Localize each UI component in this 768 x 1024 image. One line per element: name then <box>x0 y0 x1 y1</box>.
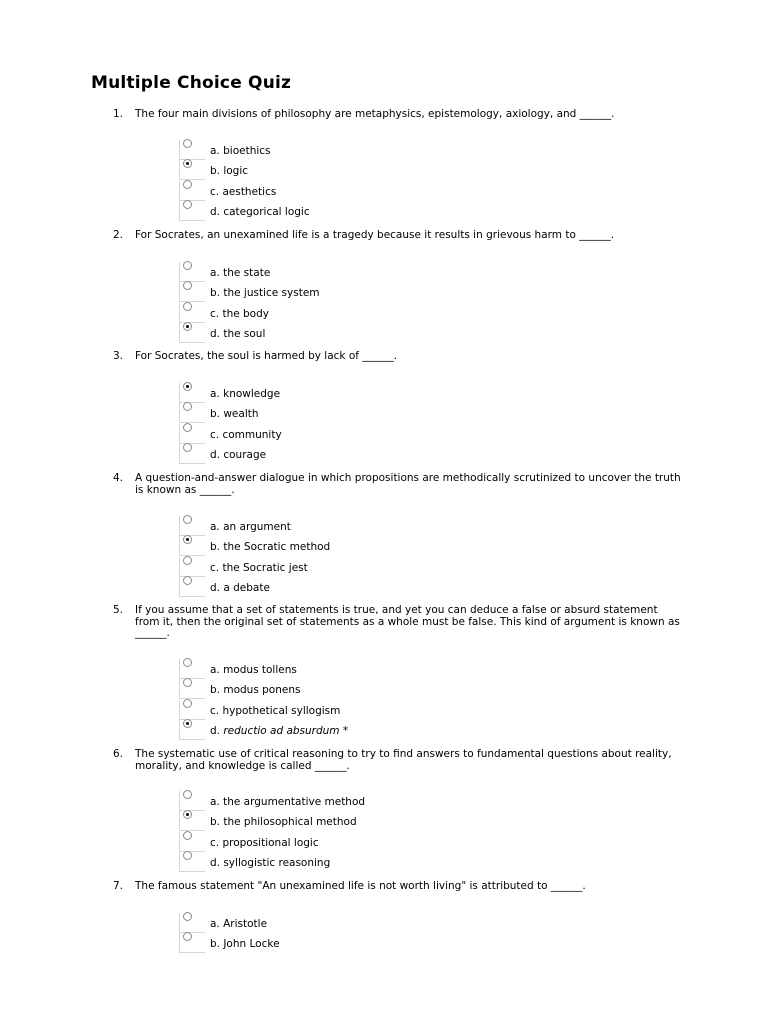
option-label: d. a debate <box>210 582 270 595</box>
option-label: a. Aristotle <box>210 918 268 930</box>
radio-button[interactable] <box>183 200 192 209</box>
radio-cell <box>179 536 205 556</box>
option-label: b. logic <box>210 165 249 178</box>
option-label: a. the state <box>210 267 271 279</box>
answer-choices <box>179 383 439 465</box>
answer-option[interactable] <box>179 852 439 872</box>
option-label: b. modus ponens <box>210 684 301 697</box>
radio-button[interactable] <box>183 658 192 667</box>
radio-button[interactable] <box>183 576 192 585</box>
option-label: d. courage <box>210 449 267 462</box>
option-label: b. John Locke <box>210 938 280 951</box>
question-text: For Socrates, an unexamined life is a tragedy because it results in grievous harm to ______. <box>135 229 615 241</box>
answer-choices <box>179 262 439 344</box>
question-1 <box>113 109 683 121</box>
radio-button[interactable] <box>183 790 192 799</box>
option-label: a. modus tollens <box>210 664 297 676</box>
radio-cell <box>179 424 205 444</box>
answer-option[interactable] <box>179 303 439 323</box>
radio-button-selected[interactable] <box>183 322 192 331</box>
option-label: c. hypothetical syllogism <box>210 704 341 717</box>
answer-option[interactable] <box>179 262 439 282</box>
radio-button[interactable] <box>183 851 192 860</box>
answer-choices <box>179 516 439 598</box>
answer-option[interactable] <box>179 577 439 597</box>
option-label <box>210 725 348 737</box>
radio-button-selected[interactable] <box>183 810 192 819</box>
radio-button[interactable] <box>183 402 192 411</box>
answer-option[interactable] <box>179 140 439 160</box>
answer-option[interactable] <box>179 160 439 180</box>
radio-button-selected[interactable] <box>183 159 192 168</box>
radio-button[interactable] <box>183 831 192 840</box>
option-label: c. community <box>210 428 282 441</box>
option-label-italic: reductio ad absurdum <box>223 725 340 738</box>
radio-cell <box>179 577 205 597</box>
question-3 <box>113 351 683 363</box>
radio-button[interactable] <box>183 699 192 708</box>
radio-button-selected[interactable] <box>183 719 192 728</box>
option-label: c. the Socratic jest <box>210 561 308 574</box>
answer-option[interactable] <box>179 811 439 831</box>
answer-option[interactable] <box>179 444 439 464</box>
answer-option[interactable] <box>179 700 439 720</box>
answer-choices <box>179 659 439 741</box>
radio-cell <box>179 933 205 953</box>
radio-cell <box>179 303 205 323</box>
question-6 <box>113 749 683 772</box>
answer-option[interactable] <box>179 516 439 536</box>
option-label: b. wealth <box>210 408 259 421</box>
answer-option[interactable] <box>179 913 439 933</box>
radio-button[interactable] <box>183 139 192 148</box>
question-text: For Socrates, the soul is harmed by lack of ______. <box>135 350 398 362</box>
radio-button[interactable] <box>183 932 192 941</box>
radio-cell <box>179 282 205 302</box>
radio-button-selected[interactable] <box>183 535 192 544</box>
radio-cell <box>179 444 205 464</box>
answer-option[interactable] <box>179 720 439 740</box>
answer-option[interactable] <box>179 181 439 201</box>
option-label: c. the body <box>210 307 269 320</box>
answer-option[interactable] <box>179 201 439 221</box>
radio-button[interactable] <box>183 281 192 290</box>
answer-option[interactable] <box>179 536 439 556</box>
option-label: d. syllogistic reasoning <box>210 857 331 870</box>
answer-option[interactable] <box>179 323 439 343</box>
radio-cell <box>179 557 205 577</box>
option-label: c. aesthetics <box>210 185 277 198</box>
question-2 <box>113 230 683 242</box>
radio-button[interactable] <box>183 443 192 452</box>
radio-cell <box>179 852 205 872</box>
question-text: If you assume that a set of statements is true, and yet you can deduce a false or absurd statement from it, then the original set of statements as a whole must be false. This kind of argument is known as ______. <box>135 604 680 639</box>
question-text: The systematic use of critical reasoning to try to find answers to fundamental questions about reality, morality, and knowledge is called ______. <box>135 748 672 772</box>
radio-cell <box>179 832 205 852</box>
radio-cell <box>179 659 205 679</box>
option-label: b. the Socratic method <box>210 541 331 554</box>
option-label: a. knowledge <box>210 388 281 400</box>
answer-option[interactable] <box>179 832 439 852</box>
answer-option[interactable] <box>179 424 439 444</box>
question-number: 5. <box>113 604 124 616</box>
question-number: 2. <box>113 229 124 241</box>
option-label: a. bioethics <box>210 145 271 157</box>
radio-button[interactable] <box>183 180 192 189</box>
answer-option[interactable] <box>179 403 439 423</box>
answer-option[interactable] <box>179 383 439 403</box>
answer-choices <box>179 140 439 222</box>
radio-button[interactable] <box>183 556 192 565</box>
answer-choices <box>179 791 439 873</box>
option-label: b. the philosophical method <box>210 816 357 829</box>
option-label-prefix: d. <box>210 725 224 738</box>
option-label: d. the soul <box>210 328 266 341</box>
question-text: The four main divisions of philosophy are metaphysics, epistemology, axiology, and ______. <box>135 108 615 120</box>
radio-cell <box>179 679 205 699</box>
radio-button[interactable] <box>183 423 192 432</box>
answer-option[interactable] <box>179 679 439 699</box>
answer-option[interactable] <box>179 791 439 811</box>
radio-cell <box>179 403 205 423</box>
radio-cell <box>179 791 205 811</box>
answer-choices <box>179 913 439 954</box>
option-label: d. categorical logic <box>210 206 310 219</box>
answer-option[interactable] <box>179 557 439 577</box>
radio-button[interactable] <box>183 261 192 270</box>
radio-button[interactable] <box>183 515 192 524</box>
question-5 <box>113 605 683 640</box>
radio-cell <box>179 516 205 536</box>
radio-cell <box>179 720 205 740</box>
radio-cell <box>179 201 205 221</box>
radio-cell <box>179 323 205 343</box>
question-number: 6. <box>113 748 124 760</box>
question-number: 4. <box>113 472 124 484</box>
option-label: b. the justice system <box>210 287 320 300</box>
radio-button-selected[interactable] <box>183 382 192 391</box>
question-7 <box>113 881 683 893</box>
radio-cell <box>179 181 205 201</box>
radio-button[interactable] <box>183 912 192 921</box>
option-label: a. the argumentative method <box>210 796 366 808</box>
question-text: The famous statement "An unexamined life is not worth living" is attributed to ______. <box>135 880 586 892</box>
radio-cell <box>179 913 205 933</box>
option-label: c. propositional logic <box>210 836 319 849</box>
question-4 <box>113 473 683 496</box>
option-label: a. an argument <box>210 521 291 533</box>
answer-option[interactable] <box>179 659 439 679</box>
radio-cell <box>179 383 205 403</box>
question-number: 1. <box>113 108 124 120</box>
radio-cell <box>179 700 205 720</box>
radio-cell <box>179 160 205 180</box>
answer-option[interactable] <box>179 933 439 953</box>
radio-cell <box>179 811 205 831</box>
question-number: 3. <box>113 350 124 362</box>
question-text: A question-and-answer dialogue in which propositions are methodically scrutinized to uncover the truth is known as ______. <box>135 472 681 496</box>
radio-button[interactable] <box>183 302 192 311</box>
radio-cell <box>179 140 205 160</box>
page-title: Multiple Choice Quiz <box>91 73 292 93</box>
radio-cell <box>179 262 205 282</box>
answer-option[interactable] <box>179 282 439 302</box>
question-number: 7. <box>113 880 124 892</box>
radio-button[interactable] <box>183 678 192 687</box>
option-label-suffix: * <box>339 725 349 738</box>
